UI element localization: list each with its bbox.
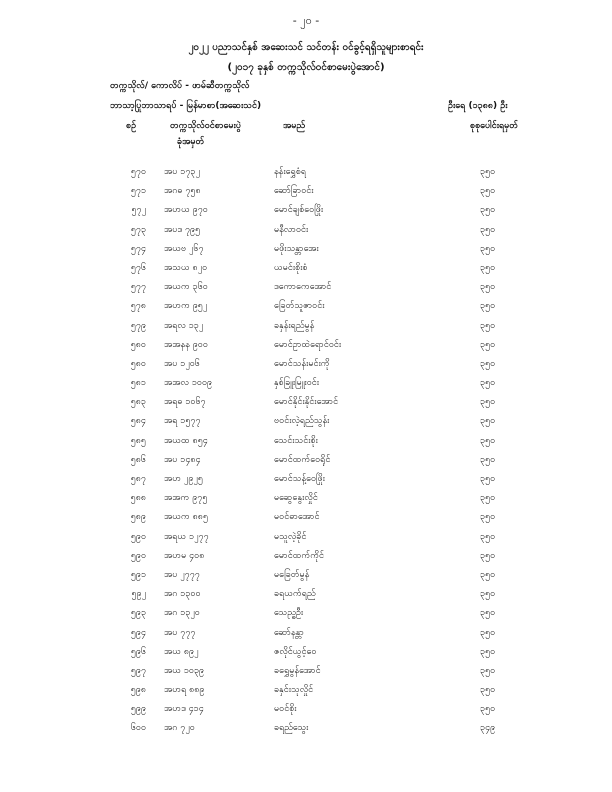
roll-number: အရလ ၁၃၂ [164,320,204,331]
roll-number: အယ ၁၀၃၉ [164,665,205,676]
total-marks: ၃၅၀ [480,186,496,197]
table-row [0,531,612,550]
student-name: မဝင်စိုး [274,704,297,715]
student-name: မဖိုးသန္တာအေး [274,243,319,254]
row-number: ၅၈၄ [130,416,146,427]
table-row [0,665,612,684]
row-number: ၅၈၃ [130,397,146,408]
results-table [0,166,612,742]
total-marks: ၃၅၀ [480,397,496,408]
student-name: ဆော်နန္တာ [274,627,304,638]
roll-number: အပ ၁၂၀၆ [164,358,200,369]
roll-number: အဟဒ ၄၁၄ [164,704,204,715]
student-name: မောင်ဥာထဲရောင်ဝင်း [274,339,342,350]
total-marks: ၃၅၀ [480,205,496,216]
table-row [0,646,612,665]
table-row [0,358,612,377]
roll-number: အယက ၈၈၅ [164,512,209,523]
table-row [0,243,612,262]
row-number: ၅၇၈ [130,301,146,312]
total-marks: ၃၅၀ [480,665,496,676]
student-name: နန်းရွှေစံရ [274,167,307,177]
table-row [0,627,612,646]
total-marks: ၃၅၀ [480,167,496,177]
table-row [0,722,612,741]
row-number: ၅၈၁ [130,378,146,389]
row-number: ၅၈၆ [130,454,146,465]
roll-number: အပ ၁၇၃၂ [164,167,200,177]
student-name: နှစ်ခြူးမြူးဝင်း [274,378,320,389]
roll-number: အအနန ၉၀၀ [164,339,208,350]
table-row [0,607,612,626]
total-marks: ၃၄၉ [480,723,496,734]
roll-number: အယ ၈၉၂ [164,646,199,657]
table-row [0,185,612,204]
row-number: ၅၈၇ [130,474,146,484]
table-row [0,224,612,243]
row-number: ၅၉၆ [130,646,146,657]
total-marks: ၃၅၀ [480,608,496,619]
table-row [0,435,612,454]
table-row [0,473,612,492]
total-marks: ၃၅၀ [480,493,496,504]
table-row [0,300,612,319]
student-name: မောင်သန့်ဝေဖြိုး [274,474,325,484]
row-number: ၅၇၉ [130,320,146,331]
row-number: ၅၇၇ [130,282,146,293]
student-name: မောင်သန်းမင်းကို [274,358,330,369]
row-number: ၅၇၀ [130,167,146,177]
university-line: တက္ကသိုလ်/ ကောလိပ် - ဖာမ်ဆီတက္ကသိုလ် [110,81,250,91]
student-name: ခရွှေမွန်အောင် [274,665,321,676]
total-marks: ၃၅၀ [480,531,496,542]
row-number: ၆၀၀ [130,723,146,734]
total-marks: ၃၅၀ [480,454,496,465]
student-name: မနီလာဝင်း [274,224,309,235]
total-marks: ၃၅၀ [480,243,496,254]
row-number: ၅၈၀ [130,358,146,369]
total-marks: ၃၅၀ [480,685,496,696]
roll-number: အဟက ၉၅၂ [164,301,208,312]
total-marks: ၃၅၀ [480,224,496,235]
table-row [0,492,612,511]
roll-number: အယထ ၈၅၄ [164,435,208,446]
student-name: မသူလဲ့ခိုင် [274,531,307,542]
row-number: ၅၇၃ [130,224,146,235]
total-marks: ၃၅၀ [480,474,496,484]
roll-number: အယက ၃၆၀ [164,282,208,293]
table-row [0,396,612,415]
student-name: မောင်နိုင်းနိုင်းအောင် [274,397,339,408]
student-name: သေင်းသင်းစိုး [274,435,318,446]
total-marks: ၃၅၀ [480,301,496,312]
header-roll-line2: ခုံအမှတ် [177,137,205,147]
row-number: ၅၉၇ [130,665,146,676]
row-number: ၅၉၄ [130,627,146,638]
student-name: ဆော်ခြာဝင်း [274,186,314,197]
table-row [0,569,612,588]
table-row [0,339,612,358]
row-number: ၅၉၂ [131,589,146,600]
student-name: ယမင်းစိုးစံ [274,262,308,273]
table-row [0,550,612,569]
roll-number: အပ ၇၇၇ [164,627,196,638]
roll-number: အသယ ၈၂၀ [164,262,208,273]
roll-number: အပဒ ၇၉၅ [164,224,201,235]
total-marks: ၃၅၀ [480,627,496,638]
table-row [0,281,612,300]
roll-number: အပ ၂၇၇၇ [164,569,200,580]
table-row [0,166,612,185]
total-marks: ၃၅၀ [480,282,496,293]
row-number: ၅၉၈ [130,685,146,696]
roll-number: အပ ၁၄၈၄ [164,454,201,465]
roll-number: အဂ ၁၃၂၀ [164,608,200,619]
total-marks: ၃၅၀ [480,704,496,715]
table-row [0,204,612,223]
student-name: ခရည်သွေး [274,723,309,734]
student-name: ဒကောကေအောင် [274,282,332,293]
roll-number: အဟယ ၉၇၀ [164,205,208,216]
row-number: ၅၈၉ [130,512,146,523]
student-name: မဝင်ဓာအောင် [274,512,320,523]
document-subtitle: (၂၀၁၇ ခုနှစ် တက္ကသိုလ်ဝင်စာမေးပွဲအောင်) [227,62,385,73]
row-number: ၅၉၁ [130,569,146,580]
header-roll: တက္ကသိုလ်ဝင်စာမေးပွဲ [170,121,241,131]
roll-number: အအလ ၁၀၀၉ [164,378,213,389]
total-marks: ၃၅၀ [480,589,496,600]
student-name: မခြေတ်မွန် [274,569,310,580]
roll-number: အဂဓ ၇၅၈ [164,186,201,197]
header-no: စဉ် [126,121,137,131]
roll-number: အယဗ ၂၆၇ [164,243,204,254]
student-name: ဇလိုင်ယွင့်ဝေ [274,646,317,657]
total-marks: ၃၅၀ [480,569,496,580]
table-row [0,684,612,703]
table-row [0,415,612,434]
row-number: ၅၇၄ [130,243,146,254]
student-name: မောင်ထက်ကိုင် [274,550,325,561]
roll-number: အအက ၉၇၅ [164,493,208,504]
table-row [0,454,612,473]
header-marks: စုစုပေါင်းရမှတ် [470,121,519,131]
student-name: မဆွေနွေးလှိုင် [274,493,318,504]
total-marks: ၃၅၀ [480,262,496,273]
table-row [0,588,612,607]
subject-line: ဘာသာ့ပြုဘာသာရပ် - မြန်မာစာ(အဆေးသင်) [110,101,262,111]
row-number: ၅၈၈ [130,493,146,504]
roll-number: အရယ ၁၂၇၇ [164,531,209,542]
student-name: ခနှန်းရည်မွန် [274,320,315,331]
total-count: ဦးရေ (၁၃၈၈) ဦး [448,101,508,111]
student-name: ခြေတ်သူဇာဝင်း [274,301,325,312]
header-name: အမည် [283,121,306,131]
student-name: မောင်ချစ်ဝေဖြိုး [274,205,324,216]
page-number: - ၂၀ - [292,14,320,27]
row-number: ၅၇၆ [130,262,146,273]
student-name: ဗဝင်းလဲ့ရည်သွန်း [274,416,330,427]
total-marks: ၃၅၀ [480,378,496,389]
roll-number: အဂ ၁၃၀၀ [164,589,201,600]
student-name: ခနှင်းသုလှိုင် [274,685,314,696]
roll-number: အဂ ၇၂၀ [164,723,195,734]
row-number: ၅၇၂ [131,205,146,216]
total-marks: ၃၅၀ [480,416,496,427]
table-row [0,511,612,530]
total-marks: ၃၅၀ [480,358,496,369]
total-marks: ၃၅၀ [480,550,496,561]
table-row [0,377,612,396]
table-row [0,262,612,281]
row-number: ၅၉၀ [130,531,146,542]
total-marks: ၃၅၀ [480,435,496,446]
table-row [0,320,612,339]
row-number: ၅၉၃ [130,608,146,619]
roll-number: အဟရ ၈၈၉ [164,685,205,696]
student-name: မောင်ထက်ဝေရိုင် [274,454,331,465]
roll-number: အရ ၁၅၇၇ [164,416,201,427]
student-name: ခရယက်ရည် [274,589,316,600]
row-number: ၅၇၁ [130,186,146,197]
total-marks: ၃၅၀ [480,339,496,350]
row-number: ၅၉၀ [130,550,146,561]
roll-number: အရဓ ၁၀၆၇ [164,397,206,408]
document-title: ၂၀၂၂ ပညာသင်နှစ် အဆေးသင် သင်တန်း ဝင်ခွင့်ရရှိသူများစာရင်း [188,42,424,53]
table-row [0,703,612,722]
total-marks: ၃၅၀ [480,320,496,331]
total-marks: ၃၅၀ [480,512,496,523]
row-number: ၅၈၀ [130,339,146,350]
total-marks: ၃၅၀ [480,646,496,657]
student-name: သေည္ဓဦး [274,608,304,619]
roll-number: အဟ ၂၉၂၅ [164,474,203,484]
row-number: ၅၈၅ [130,435,146,446]
row-number: ၅၉၉ [130,704,146,715]
roll-number: အဟမ ၄၀၈ [164,550,205,561]
